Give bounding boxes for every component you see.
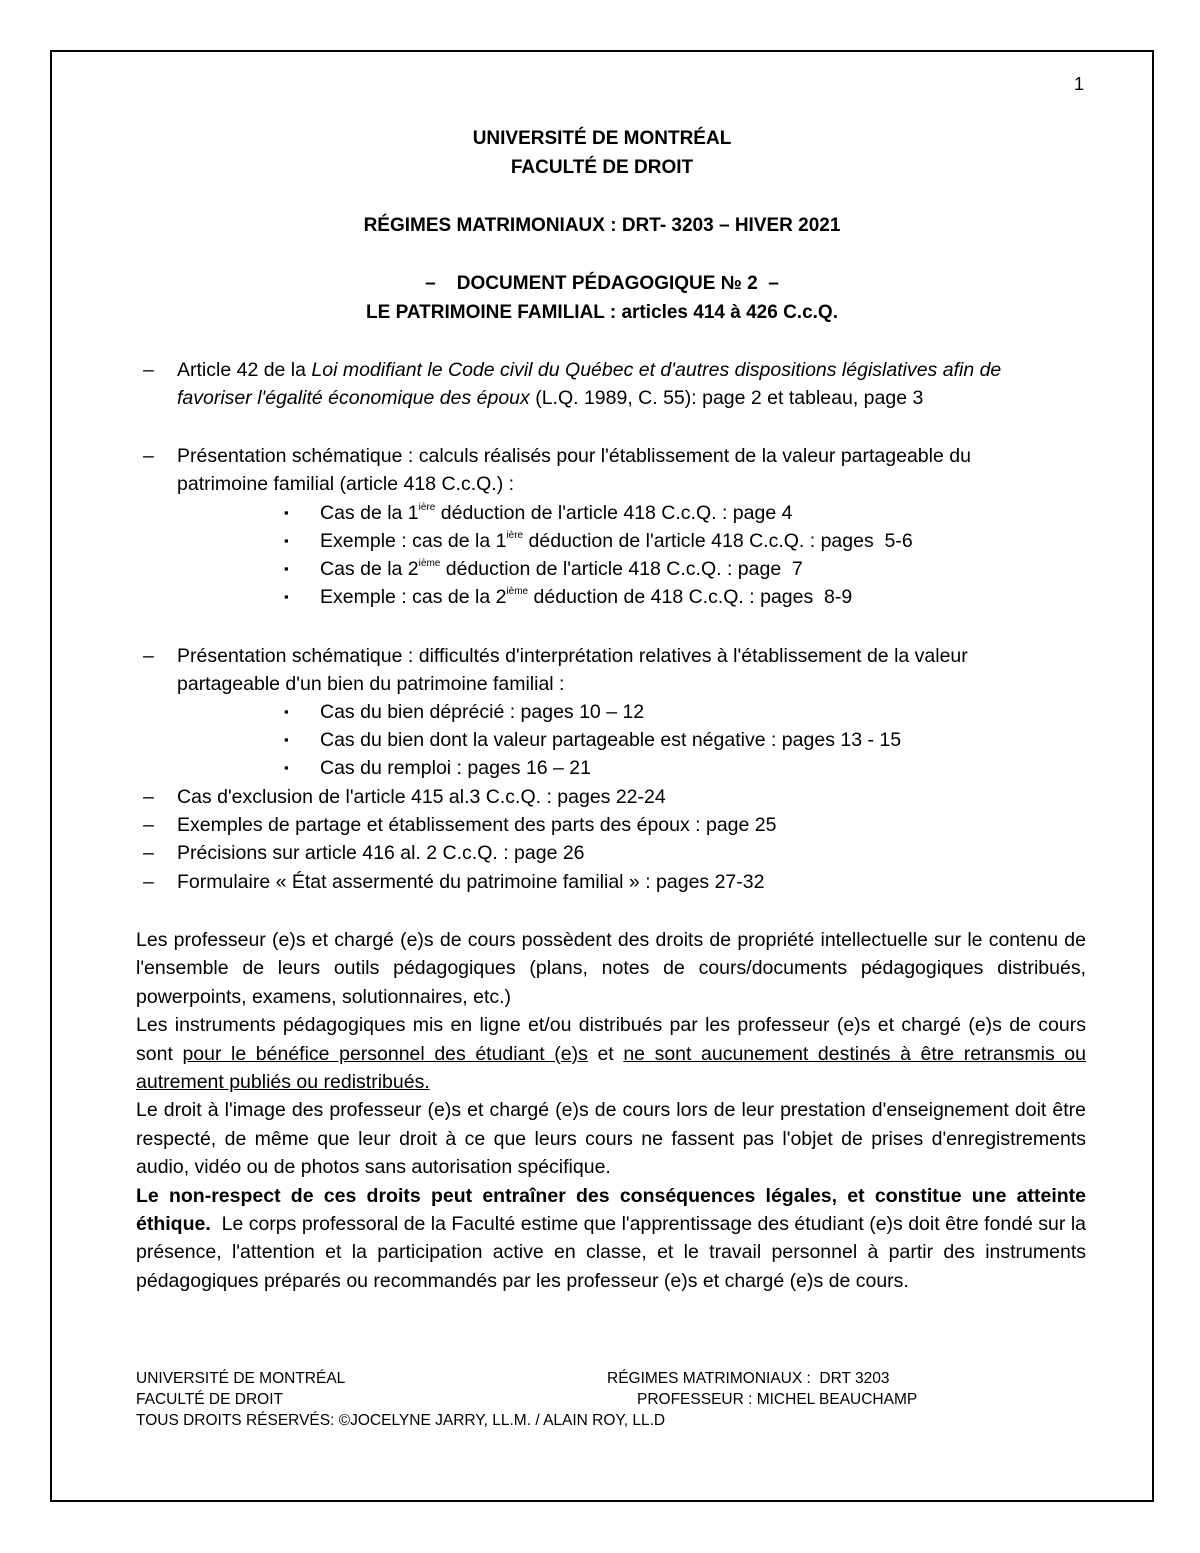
list-item-loi bbox=[177, 356, 1097, 384]
list-item-exclusion: Cas d'exclusion de l'article 415 al.3 C.c.Q. : pages 22-24 bbox=[177, 786, 666, 808]
notice-paragraph-droits: Les professeur (e)s et chargé (e)s de cours possèdent des droits de propriété intellectuelle sur le contenu de l'ensemble de leurs outils pédagogiques (plans, notes de cours/documents pédagogiques distribués, powerpoints, examens, solutionnaires, etc.) bbox=[136, 929, 1086, 1008]
sub-bullet-square: ▪ bbox=[284, 589, 289, 604]
underlined-benefice: pour le bénéfice personnel des étudiant (e)s bbox=[182, 1042, 588, 1065]
sub-bullet-square: ▪ bbox=[284, 561, 289, 576]
sub-item-exemple-1iere: Exemple : cas de la $1^{ière}$ déduction de l'article 418 C.c.Q. : pages 5-6 bbox=[320, 530, 913, 552]
sub-bullet-square: ▪ bbox=[284, 704, 289, 719]
header-topic: LE PATRIMOINE FAMILIAL : articles 414 à 426 C.c.Q. bbox=[366, 302, 838, 323]
list-item-difficultes-line2: partageable d'un bien du patrimoine familial : bbox=[177, 673, 565, 695]
sub-bullet-square: ▪ bbox=[284, 760, 289, 775]
loi-title-line2: favoriser l'égalité économique des époux bbox=[177, 387, 530, 409]
list-bullet-dash: – bbox=[143, 842, 154, 864]
footer-professor: PROFESSEUR : MICHEL BEAUCHAMP bbox=[637, 1391, 918, 1408]
sub-bullet-square: ▪ bbox=[284, 533, 289, 548]
list-bullet-dash: – bbox=[143, 445, 154, 467]
header-faculty: FACULTÉ DE DROIT bbox=[510, 157, 694, 178]
footer-faculty: FACULTÉ DE DROIT bbox=[136, 1391, 283, 1408]
loi-reference: (L.Q. 1989, C. 55): page 2 et tableau, page 3 bbox=[529, 387, 924, 409]
list-item-loi-line2 bbox=[177, 384, 1097, 412]
list-bullet-dash: – bbox=[143, 645, 154, 667]
page-number: 1 bbox=[1074, 74, 1085, 94]
notice-paragraph-image: Le droit à l'image des professeur (e)s et chargé (e)s de cours lors de leur prestation d'enseignement doit être respecté, de même que leur droit à ce que leurs cours ne fassent pas l'objet de prises d'enregistrements audio, vidéo ou de photos sans autorisation spécifique. bbox=[136, 1099, 1086, 1179]
footer-course: RÉGIMES MATRIMONIAUX : DRT 3203 bbox=[607, 1370, 890, 1387]
notice-paragraph-instruments: Les instruments pédagogiques mis en ligne et/ou distribués par les professeur (e)s et chargé (e)s de cours sont pour le bénéfice personnel des étudiant (e)s et ne sont aucunement destinés à être retransmis ou autrement publiés ou redistribués. bbox=[136, 1014, 1086, 1094]
underlined-retransmis: ne sont aucunement destinés à être retransmis ou autrement publiés ou redistribués. bbox=[136, 1042, 1086, 1094]
list-bullet-dash: – bbox=[143, 359, 154, 381]
sub-bullet-square: ▪ bbox=[284, 732, 289, 747]
header-university: UNIVERSITÉ DE MONTRÉAL bbox=[472, 128, 732, 149]
list-item-exemples-partage: Exemples de partage et établissement des parts des époux : page 25 bbox=[177, 814, 777, 836]
list-item-formulaire: Formulaire « État assermenté du patrimoine familial » : pages 27-32 bbox=[177, 871, 765, 893]
sub-item-remploi: Cas du remploi : pages 16 – 21 bbox=[320, 757, 592, 779]
copyright-notice bbox=[136, 926, 1092, 1295]
list-item-calculs-line2: patrimoine familial (article 418 C.c.Q.) : bbox=[177, 473, 515, 495]
footer-university: UNIVERSITÉ DE MONTRÉAL bbox=[136, 1370, 346, 1387]
list-bullet-dash: – bbox=[143, 786, 154, 808]
list-bullet-dash: – bbox=[143, 814, 154, 836]
sub-item-exemple-2ieme: Exemple : cas de la 2ième déduction de 418 C.c.Q. : pages 8-9 bbox=[320, 586, 853, 608]
footer-rights: TOUS DROITS RÉSERVÉS: ©JOCELYNE JARRY, LL.M. / ALAIN ROY, LL.D bbox=[136, 1412, 666, 1429]
sub-bullet-square: ▪ bbox=[284, 505, 289, 520]
list-item-precisions: Précisions sur article 416 al. 2 C.c.Q. : page 26 bbox=[177, 842, 585, 864]
header-course: RÉGIMES MATRIMONIAUX : DRT- 3203 – HIVER 2021 bbox=[363, 215, 841, 236]
notice-paragraph-consequences: Le non-respect de ces droits peut entraîner des conséquences légales, et constitue une atteinte éthique. Le corps professoral de la Faculté estime que l'apprentissage des étudiant (e)s doit être fondé sur la présence, l'attention et la participation active en classe, et le travail personnel à partir des instruments pédagogiques préparés ou recommandés par les professeur (e)s et chargé (e)s de cours. bbox=[136, 1184, 1092, 1292]
list-item-difficultes-line1: Présentation schématique : difficultés d'interprétation relatives à l'établissement de la valeur bbox=[177, 645, 968, 667]
loi-title-line1: Loi modifiant le Code civil du Québec et d'autres dispositions législatives afin de bbox=[311, 359, 1002, 381]
sub-item-valeur-negative: Cas du bien dont la valeur partageable est négative : pages 13 - 15 bbox=[320, 729, 902, 751]
notice-bold-warning: Le non-respect de ces droits peut entraîner des conséquences légales, et constitue une atteinte éthique. bbox=[136, 1184, 1086, 1236]
list-item-calculs-line1: Présentation schématique : calculs réalisés pour l'établissement de la valeur partageable du bbox=[177, 445, 971, 467]
list-bullet-dash: – bbox=[143, 871, 154, 893]
sub-item-1iere-deduction: Cas de la $1^{ière}$ déduction de l'article 418 C.c.Q. : page 4 bbox=[320, 502, 793, 524]
header-document-number: – DOCUMENT PÉDAGOGIQUE № 2 – bbox=[425, 273, 779, 294]
sub-item-2ieme-deduction: Cas de la 2ième déduction de l'article 418 C.c.Q. : page 7 bbox=[320, 558, 803, 580]
loi-prefix: Article 42 de la bbox=[177, 359, 312, 381]
sub-item-bien-deprecie: Cas du bien déprécié : pages 10 – 12 bbox=[320, 701, 645, 723]
